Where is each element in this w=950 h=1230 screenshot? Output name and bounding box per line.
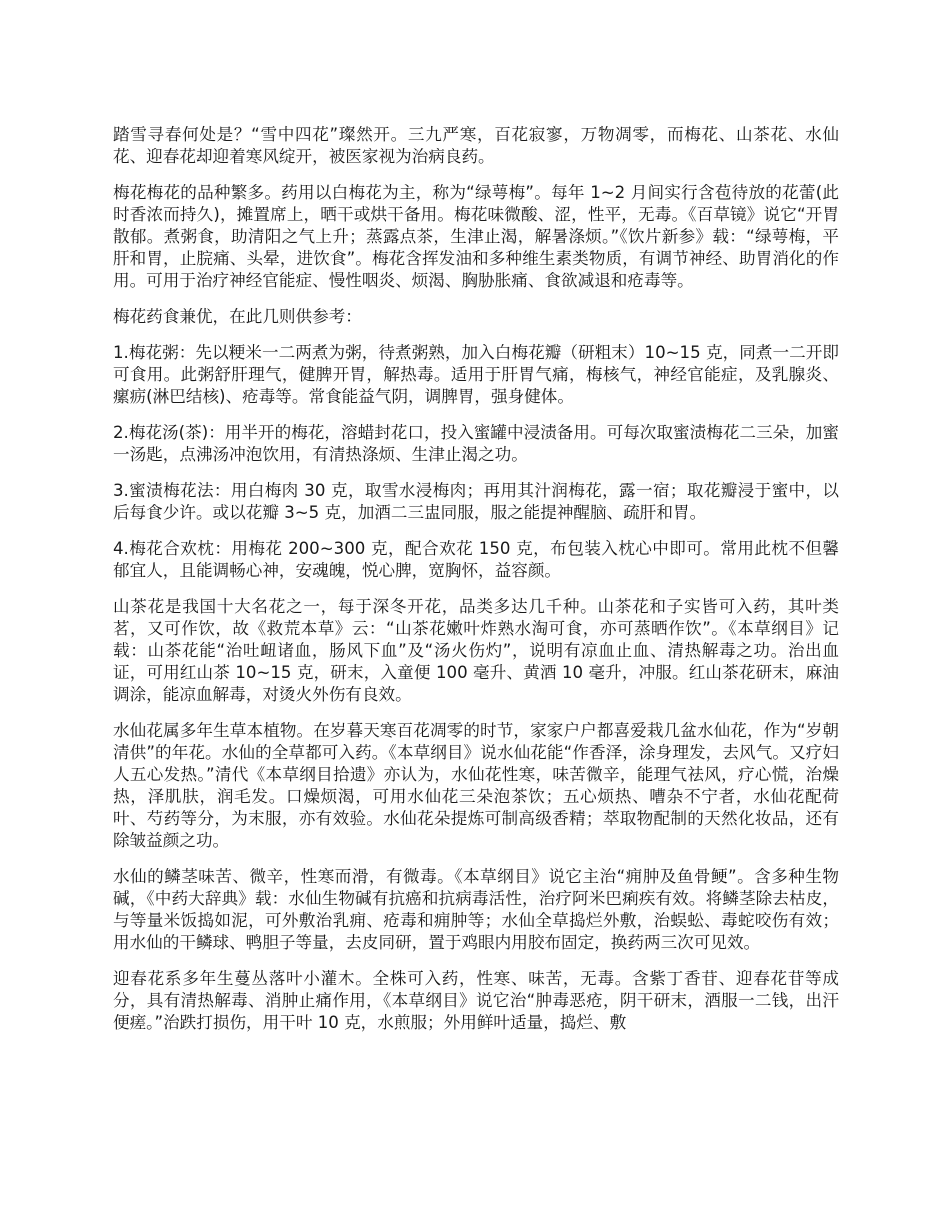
paragraph-plum-pillow: 4.梅花合欢枕：用梅花 200~300 克，配合欢花 150 克，布包装入枕心中即可。常用此枕不但馨郁宜人，且能调畅心神，安魂魄，悦心脾，宽胸怀，益容颜。 (113, 539, 839, 580)
document-page (113, 124, 839, 1048)
paragraph-honey-plum: 3.蜜渍梅花法：用白梅肉 30 克，取雪水浸梅肉；再用其汁润梅花，露一宿；取花瓣浸于蜜中，以后每食少许。或以花瓣 3~5 克，加酒二三盅同服，服之能提神醒脑、疏肝和胃。 (113, 481, 839, 522)
paragraph-intro: 踏雪寻春何处是？“雪中四花”璨然开。三九严寒，百花寂寥，万物凋零，而梅花、山茶花、水仙花、迎春花却迎着寒风绽开，被医家视为治病良药。 (113, 125, 839, 166)
paragraph-plum-porridge: 1.梅花粥：先以粳米一二两煮为粥，待煮粥熟，加入白梅花瓣（研粗末）10~15 克，同煮一二开即可食用。此粥舒肝理气，健脾开胃，解热毒。适用于肝胃气痛，梅核气，神经官能症，及乳腺炎、瘰疬(淋巴结核)、疮毒等。常食能益气阴，调脾胃，强身健体。 (113, 343, 839, 406)
paragraph-plum-tea: 2.梅花汤(茶)：用半开的梅花，溶蜡封花口，投入蜜罐中浸渍备用。可每次取蜜渍梅花二三朵，加蜜一汤匙，点沸汤冲泡饮用，有清热涤烦、生津止渴之功。 (113, 423, 839, 464)
paragraph-plum-reference: 梅花药食兼优，在此几则供参考： (113, 307, 362, 326)
paragraph-winter-jasmine: 迎春花系多年生蔓丛落叶小灌木。全株可入药，性寒、味苦，无毒。含紫丁香苷、迎春花苷等成分，具有清热解毒、消肿止痛作用，《本草纲目》说它治“肿毒恶疮，阴干研末，酒服一二钱，出汗便瘥。”治跌打损伤，用干叶 10 克，水煎服；外用鲜叶适量，捣烂、敷 (113, 969, 839, 1032)
paragraph-narcissus: 水仙花属多年生草本植物。在岁暮天寒百花凋零的时节，家家户户都喜爱栽几盆水仙花，作为“岁朝清供”的年花。水仙的全草都可入药。《本草纲目》说水仙花能“作香泽，涂身理发，去风气。又疗妇人五心发热。”清代《本草纲目拾遗》亦认为，水仙花性寒，味苦微辛，能理气祛风，疗心慌，治燥热，泽肌肤，润毛发。口燥烦渴，可用水仙花三朵泡茶饮；五心烦热、嘈杂不宁者，水仙花配荷叶、芍药等分，为末服，亦有效验。水仙花朵提炼可制高级香精；萃取物配制的天然化妆品，还有除皱益颜之功。 (113, 721, 839, 850)
paragraph-camellia: 山茶花是我国十大名花之一，每于深冬开花，品类多达几千种。山茶花和子实皆可入药，其叶类茗，又可作饮，故《救荒本草》云：“山茶花嫩叶炸熟水淘可食，亦可蒸晒作饮”。《本草纲目》记载：山茶花能“治吐衄诸血，肠风下血”及“汤火伤灼”，说明有凉血止血、清热解毒之功。治出血证，可用红山茶 10~15 克，研末，入童便 100 毫升、黄酒 10 毫升，冲服。红山茶花研末，麻油调涂，能凉血解毒，对烫火外伤有良效。 (113, 597, 839, 704)
paragraph-plum-blossom: 梅花梅花的品种繁多。药用以白梅花为主，称为“绿萼梅”。每年 1~2 月间实行含苞待放的花蕾(此时香浓而持久)，摊置席上，晒干或烘干备用。梅花味微酸、涩，性平，无毒。《百草镜》说它“开胃散郁。煮粥食，助清阳之气上升；蒸露点茶，生津止渴，解暑涤烦。”《饮片新参》载：“绿萼梅，平肝和胃，止脘痛、头晕，进饮食”。梅花含挥发油和多种维生素类物质，有调节神经、助胃消化的作用。可用于治疗神经官能症、慢性咽炎、烦渴、胸胁胀痛、食欲减退和疮毒等。 (113, 183, 839, 290)
paragraph-narcissus-bulb: 水仙的鳞茎味苦、微辛，性寒而滑，有微毒。《本草纲目》说它主治“痈肿及鱼骨鲠”。含多种生物碱，《中药大辞典》载：水仙生物碱有抗癌和抗病毒活性，治疗阿米巴痢疾有效。将鳞茎除去枯皮，与等量米饭捣如泥，可外敷治乳痈、疮毒和痈肿等；水仙全草捣烂外敷，治蜈蚣、毒蛇咬伤有效；用水仙的干鳞球、鸭胆子等量，去皮同研，置于鸡眼内用胶布固定，换药两三次可见效。 (113, 867, 839, 952)
